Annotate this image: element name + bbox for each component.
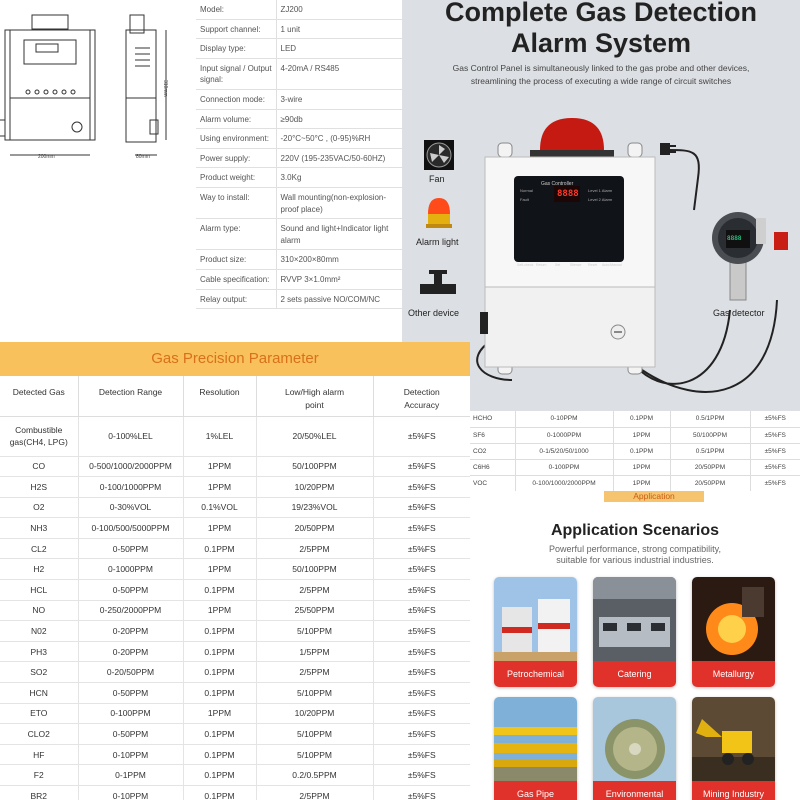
application-tab[interactable]: Application bbox=[604, 491, 704, 502]
cell-accuracy: ±5%FS bbox=[373, 641, 470, 662]
spec-row-channel bbox=[196, 19, 402, 39]
cell-range: 0-10PPM bbox=[515, 411, 613, 427]
panel-btn-set[interactable]: Set bbox=[555, 263, 561, 267]
cell-accuracy: ±5%FS bbox=[373, 477, 470, 498]
cell-resolution: 0.1PPM bbox=[183, 662, 256, 683]
cell-range: 0-10PPM bbox=[78, 744, 183, 765]
cell-gas: HF bbox=[0, 744, 78, 765]
cell-range: 0-250/2000PPM bbox=[78, 600, 183, 621]
cell-accuracy: ±5%FS bbox=[373, 621, 470, 642]
cell-resolution: 0.1PPM bbox=[183, 724, 256, 745]
spec-row-install bbox=[196, 187, 402, 218]
cell-accuracy: ±5%FS bbox=[373, 703, 470, 724]
environmental-image bbox=[593, 697, 676, 781]
gas-parameter-header bbox=[0, 342, 470, 376]
cell-range: 0-100/500/5000PPM bbox=[78, 518, 183, 539]
cell-accuracy: ±5%FS bbox=[750, 443, 800, 459]
cell-accuracy: ±5%FS bbox=[373, 559, 470, 580]
cell-gas: F2 bbox=[0, 765, 78, 786]
cell-gas: CO2 bbox=[470, 443, 515, 459]
spec-label: Way to install: bbox=[196, 187, 276, 218]
card-gas-pipe[interactable] bbox=[494, 697, 577, 800]
cell-range: 0-100/1000PPM bbox=[78, 477, 183, 498]
table-row bbox=[0, 703, 470, 724]
card-caption: Mining Industry bbox=[692, 781, 775, 800]
cell-alarm: 5/10PPM bbox=[256, 621, 373, 642]
fan-label: Fan bbox=[429, 174, 445, 184]
panel-btn-self-check[interactable]: Self-check bbox=[517, 263, 534, 267]
card-caption: Gas Pipe bbox=[494, 781, 577, 800]
col-header-accuracy-line-2: Accuracy bbox=[404, 400, 440, 410]
table-row bbox=[0, 641, 470, 662]
spec-label: Power supply: bbox=[196, 148, 276, 168]
cell-alarm: 2/5PPM bbox=[256, 662, 373, 683]
cell-gas: VOC bbox=[470, 475, 515, 491]
cell-range: 0-30%VOL bbox=[78, 497, 183, 518]
cell-alarm: 5/10PPM bbox=[256, 724, 373, 745]
cell-resolution: 1PPM bbox=[183, 456, 256, 477]
cell-gas: HCHO bbox=[470, 411, 515, 427]
spec-row-weight bbox=[196, 168, 402, 188]
table-row bbox=[470, 411, 800, 427]
cell-gas: HCL bbox=[0, 580, 78, 601]
cell-range: 0-1000PPM bbox=[515, 427, 613, 443]
cell-accuracy: ±5%FS bbox=[373, 416, 470, 456]
cell-range: 0-20PPM bbox=[78, 621, 183, 642]
gas-detector-label: Gas detector bbox=[713, 308, 765, 318]
cell-gas: HCN bbox=[0, 683, 78, 704]
cell-resolution: 1PPM bbox=[183, 600, 256, 621]
spec-value: Sound and light+Indicator light alarm bbox=[276, 219, 402, 250]
extra-gas-table bbox=[470, 411, 800, 491]
col-header-resolution: Resolution bbox=[183, 376, 256, 416]
spec-value: 1 unit bbox=[276, 19, 402, 39]
spec-row-volume bbox=[196, 109, 402, 129]
cell-resolution: 0.1PPM bbox=[183, 621, 256, 642]
cell-resolution: 1PPM bbox=[183, 518, 256, 539]
table-row bbox=[0, 538, 470, 559]
gas-parameter-title: Gas Precision Parameter bbox=[151, 350, 319, 367]
system-title-line-2: Alarm System bbox=[510, 28, 692, 58]
cell-gas-line-1: Combustible bbox=[15, 425, 63, 435]
power-plug-icon bbox=[660, 143, 676, 155]
cell-gas: CLO2 bbox=[0, 724, 78, 745]
table-row bbox=[0, 724, 470, 745]
spec-value: 3.0Kg bbox=[276, 168, 402, 188]
panel-display: 8888 bbox=[557, 189, 579, 199]
table-row bbox=[0, 518, 470, 539]
spec-row-connection bbox=[196, 89, 402, 109]
table-row bbox=[0, 580, 470, 601]
cell-gas bbox=[0, 416, 78, 456]
table-row bbox=[0, 416, 470, 456]
spec-label: Model: bbox=[196, 0, 276, 19]
cell-range: 0-100%LEL bbox=[78, 416, 183, 456]
card-catering[interactable] bbox=[593, 577, 676, 687]
spec-label: Input signal / Output signal: bbox=[196, 58, 276, 89]
cell-accuracy: ±5%FS bbox=[373, 580, 470, 601]
table-row bbox=[470, 475, 800, 491]
application-subtitle-line-1: Powerful performance, strong compatibility, bbox=[549, 544, 721, 554]
cell-alarm: 50/100PPM bbox=[256, 559, 373, 580]
cell-accuracy: ±5%FS bbox=[750, 427, 800, 443]
card-caption: Catering bbox=[593, 661, 676, 687]
cell-accuracy: ±5%FS bbox=[373, 538, 470, 559]
col-header-gas: Detected Gas bbox=[0, 376, 78, 416]
table-row bbox=[0, 456, 470, 477]
spec-row-signal bbox=[196, 58, 402, 89]
spec-row-cable bbox=[196, 269, 402, 289]
table-row bbox=[0, 600, 470, 621]
table-row bbox=[0, 765, 470, 786]
cell-gas: CL2 bbox=[0, 538, 78, 559]
col-header-range: Detection Range bbox=[78, 376, 183, 416]
cell-accuracy: ±5%FS bbox=[750, 411, 800, 427]
cell-range: 0-500/1000/2000PPM bbox=[78, 456, 183, 477]
cell-alarm: 20/50PPM bbox=[670, 459, 750, 475]
cell-resolution: 0.1%VOL bbox=[183, 497, 256, 518]
cell-resolution: 0.1PPM bbox=[183, 765, 256, 786]
gas-detector-icon bbox=[712, 212, 788, 300]
cell-alarm: 0.2/0.5PPM bbox=[256, 765, 373, 786]
cell-accuracy: ±5%FS bbox=[373, 724, 470, 745]
card-environmental[interactable] bbox=[593, 697, 676, 800]
panel-level1-label: Level 1 Alarm bbox=[588, 188, 613, 193]
cell-resolution: 0.1PPM bbox=[613, 443, 670, 459]
spec-row-model bbox=[196, 0, 402, 19]
spec-value: 310×200×80mm bbox=[276, 250, 402, 270]
spec-row-environment bbox=[196, 129, 402, 149]
depth-dimension: 80mm bbox=[136, 154, 150, 160]
other-device-label: Other device bbox=[408, 308, 460, 318]
spec-label: Relay output: bbox=[196, 289, 276, 309]
application-subtitle-line-2: suitable for various industrial industries. bbox=[556, 555, 714, 565]
valve-icon bbox=[420, 270, 456, 294]
cell-alarm: 5/10PPM bbox=[256, 744, 373, 765]
spec-row-display bbox=[196, 39, 402, 59]
cell-alarm: 2/5PPM bbox=[256, 580, 373, 601]
cell-range: 0-1PPM bbox=[78, 765, 183, 786]
table-row bbox=[470, 443, 800, 459]
cell-range: 0-1000PPM bbox=[78, 559, 183, 580]
table-row bbox=[470, 427, 800, 443]
width-dimension: 200mm bbox=[38, 154, 55, 160]
table-row bbox=[0, 497, 470, 518]
cell-accuracy: ±5%FS bbox=[373, 765, 470, 786]
application-section bbox=[470, 491, 800, 800]
cell-accuracy: ±5%FS bbox=[373, 786, 470, 800]
spec-row-size bbox=[196, 250, 402, 270]
spec-label: Connection mode: bbox=[196, 89, 276, 109]
cell-range: 0-100/1000/2000PPM bbox=[515, 475, 613, 491]
cell-resolution: 1PPM bbox=[183, 477, 256, 498]
col-header-alarm-line-1: Low/High alarm bbox=[284, 387, 345, 397]
cell-range: 0-100PPM bbox=[515, 459, 613, 475]
panel-fault-label: Fault bbox=[520, 197, 529, 202]
cell-alarm: 0.5/1PPM bbox=[670, 443, 750, 459]
cell-alarm: 20/50PPM bbox=[256, 518, 373, 539]
spec-value: Wall mounting(non-explosion-proof place) bbox=[276, 187, 402, 218]
alarm-light-icon bbox=[426, 198, 452, 228]
metallurgy-image bbox=[692, 577, 775, 661]
cell-range: 0-1/5/20/50/1000 bbox=[515, 443, 613, 459]
gas-pipe-image bbox=[494, 697, 577, 781]
card-metallurgy[interactable] bbox=[692, 577, 775, 687]
detector-display: 8888 bbox=[727, 235, 742, 242]
table-row bbox=[0, 559, 470, 580]
cell-range: 0-50PPM bbox=[78, 724, 183, 745]
spec-table-body bbox=[196, 0, 402, 309]
cell-gas: NH3 bbox=[0, 518, 78, 539]
system-description-line-2: streamlining the process of executing a wide range of circuit switches bbox=[470, 76, 732, 86]
cell-accuracy: ±5%FS bbox=[373, 683, 470, 704]
cell-alarm: 5/10PPM bbox=[256, 683, 373, 704]
cell-alarm: 20/50%LEL bbox=[256, 416, 373, 456]
gas-table-header-row bbox=[0, 376, 470, 416]
spec-row-alarm-type bbox=[196, 219, 402, 250]
cell-resolution: 0.1PPM bbox=[183, 641, 256, 662]
cell-resolution: 0.1PPM bbox=[183, 580, 256, 601]
cell-gas: SO2 bbox=[0, 662, 78, 683]
cell-gas: ETO bbox=[0, 703, 78, 724]
spec-value: 3-wire bbox=[276, 89, 402, 109]
card-caption: Environmental bbox=[593, 781, 676, 800]
gas-parameter-table-wrap bbox=[0, 376, 470, 800]
panel-btn-silence[interactable]: Silence bbox=[570, 263, 582, 267]
cell-resolution: 0.1PPM bbox=[183, 538, 256, 559]
catering-image bbox=[593, 577, 676, 661]
cell-gas: PH3 bbox=[0, 641, 78, 662]
cell-alarm: 2/5PPM bbox=[256, 538, 373, 559]
cell-gas: CO bbox=[0, 456, 78, 477]
cell-resolution: 0.1PPM bbox=[183, 786, 256, 800]
spec-value: -20°C~50°C , (0-95)%RH bbox=[276, 129, 402, 149]
cell-resolution: 1PPM bbox=[613, 427, 670, 443]
application-title: Application Scenarios bbox=[550, 522, 720, 539]
cell-gas: O2 bbox=[0, 497, 78, 518]
spec-value: 2 sets passive NO/COM/NC bbox=[276, 289, 402, 309]
spec-value: 4-20mA / RS485 bbox=[276, 58, 402, 89]
cell-gas: BR2 bbox=[0, 786, 78, 800]
spec-value: ≥90db bbox=[276, 109, 402, 129]
cell-accuracy: ±5%FS bbox=[373, 662, 470, 683]
gas-table-body bbox=[0, 416, 470, 800]
table-row bbox=[470, 459, 800, 475]
cell-gas: N02 bbox=[0, 621, 78, 642]
petrochemical-image bbox=[494, 577, 577, 661]
cell-resolution: 0.1PPM bbox=[613, 411, 670, 427]
col-header-alarm bbox=[256, 376, 373, 416]
cell-resolution: 1PPM bbox=[183, 703, 256, 724]
beacon-icon bbox=[530, 118, 614, 158]
card-mining-industry[interactable] bbox=[692, 697, 775, 800]
cell-accuracy: ±5%FS bbox=[750, 459, 800, 475]
spec-value: 220V (195-235VAC/50-60HZ) bbox=[276, 148, 402, 168]
spec-value: RVVP 3×1.0mm² bbox=[276, 269, 402, 289]
cell-resolution: 0.1PPM bbox=[183, 683, 256, 704]
table-row bbox=[0, 621, 470, 642]
table-row bbox=[0, 683, 470, 704]
cell-resolution: 1PPM bbox=[613, 459, 670, 475]
cell-alarm: 10/20PPM bbox=[256, 703, 373, 724]
system-description-line-1: Gas Control Panel is simultaneously linked to the gas probe and other devices, bbox=[452, 63, 750, 73]
cell-gas-line-2: gas(CH4, LPG) bbox=[9, 437, 68, 447]
panel-btn-return[interactable]: Return bbox=[536, 263, 547, 267]
col-header-accuracy-line-1: Detection bbox=[403, 387, 440, 397]
cell-resolution: 1PPM bbox=[183, 559, 256, 580]
cell-accuracy: ±5%FS bbox=[373, 497, 470, 518]
cell-gas: H2S bbox=[0, 477, 78, 498]
dimension-drawing bbox=[0, 0, 196, 340]
cell-alarm: 10/20PPM bbox=[256, 477, 373, 498]
height-dimension: 310mm bbox=[162, 80, 168, 97]
spec-value: LED bbox=[276, 39, 402, 59]
spec-label: Support channel: bbox=[196, 19, 276, 39]
cell-gas: C6H6 bbox=[470, 459, 515, 475]
cell-alarm: 1/5PPM bbox=[256, 641, 373, 662]
spec-label: Cable specification: bbox=[196, 269, 276, 289]
panel-normal-label: Normal bbox=[520, 188, 533, 193]
spec-label: Alarm type: bbox=[196, 219, 276, 250]
spec-row-power bbox=[196, 148, 402, 168]
table-row bbox=[0, 786, 470, 800]
cell-alarm: 2/5PPM bbox=[256, 786, 373, 800]
cell-resolution: 1PPM bbox=[613, 475, 670, 491]
cell-alarm: 20/50PPM bbox=[670, 475, 750, 491]
spec-label: Using environment: bbox=[196, 129, 276, 149]
cell-alarm: 50/100PPM bbox=[256, 456, 373, 477]
cell-gas: NO bbox=[0, 600, 78, 621]
cell-range: 0-50PPM bbox=[78, 580, 183, 601]
table-row bbox=[0, 477, 470, 498]
cell-resolution: 0.1PPM bbox=[183, 744, 256, 765]
cell-range: 0-10PPM bbox=[78, 786, 183, 800]
card-caption: Metallurgy bbox=[692, 661, 775, 687]
col-header-accuracy bbox=[373, 376, 470, 416]
power-cable bbox=[668, 150, 699, 210]
cell-gas: SF6 bbox=[470, 427, 515, 443]
col-header-alarm-line-2: point bbox=[305, 400, 324, 410]
spec-label: Display type: bbox=[196, 39, 276, 59]
cell-accuracy: ±5%FS bbox=[373, 600, 470, 621]
mining-image bbox=[692, 697, 775, 781]
cell-accuracy: ±5%FS bbox=[373, 456, 470, 477]
card-petrochemical[interactable] bbox=[494, 577, 577, 687]
extra-gas-table-body bbox=[470, 411, 800, 491]
cell-range: 0-100PPM bbox=[78, 703, 183, 724]
specification-table bbox=[196, 0, 402, 343]
table-row bbox=[0, 662, 470, 683]
spec-value: ZJ200 bbox=[276, 0, 402, 19]
cell-range: 0-50PPM bbox=[78, 683, 183, 704]
spec-label: Product size: bbox=[196, 250, 276, 270]
gas-parameter-table bbox=[0, 376, 470, 800]
system-title-line-1: Complete Gas Detection bbox=[444, 0, 758, 27]
table-row bbox=[0, 744, 470, 765]
panel-btn-reset[interactable]: Reset bbox=[588, 263, 598, 267]
cell-gas: H2 bbox=[0, 559, 78, 580]
fan-icon bbox=[424, 140, 454, 170]
spec-label: Product weight: bbox=[196, 168, 276, 188]
cell-accuracy: ±5%FS bbox=[750, 475, 800, 491]
cell-accuracy: ±5%FS bbox=[373, 518, 470, 539]
panel-level2-label: Level 2 Alarm bbox=[588, 197, 613, 202]
cell-resolution: 1%LEL bbox=[183, 416, 256, 456]
cell-range: 0-20/50PPM bbox=[78, 662, 183, 683]
panel-btn-auto-manual[interactable]: Auto/Manual bbox=[602, 263, 622, 267]
spec-label: Alarm volume: bbox=[196, 109, 276, 129]
cell-alarm: 0.5/1PPM bbox=[670, 411, 750, 427]
cell-alarm: 25/50PPM bbox=[256, 600, 373, 621]
cell-alarm: 19/23%VOL bbox=[256, 497, 373, 518]
card-caption: Petrochemical bbox=[494, 661, 577, 687]
spec-row-relay bbox=[196, 289, 402, 309]
cell-alarm: 50/100PPM bbox=[670, 427, 750, 443]
alarm-light-label: Alarm light bbox=[416, 237, 459, 247]
panel-title: Gas Controller bbox=[541, 181, 574, 187]
cell-range: 0-20PPM bbox=[78, 641, 183, 662]
cell-range: 0-50PPM bbox=[78, 538, 183, 559]
cell-accuracy: ±5%FS bbox=[373, 744, 470, 765]
